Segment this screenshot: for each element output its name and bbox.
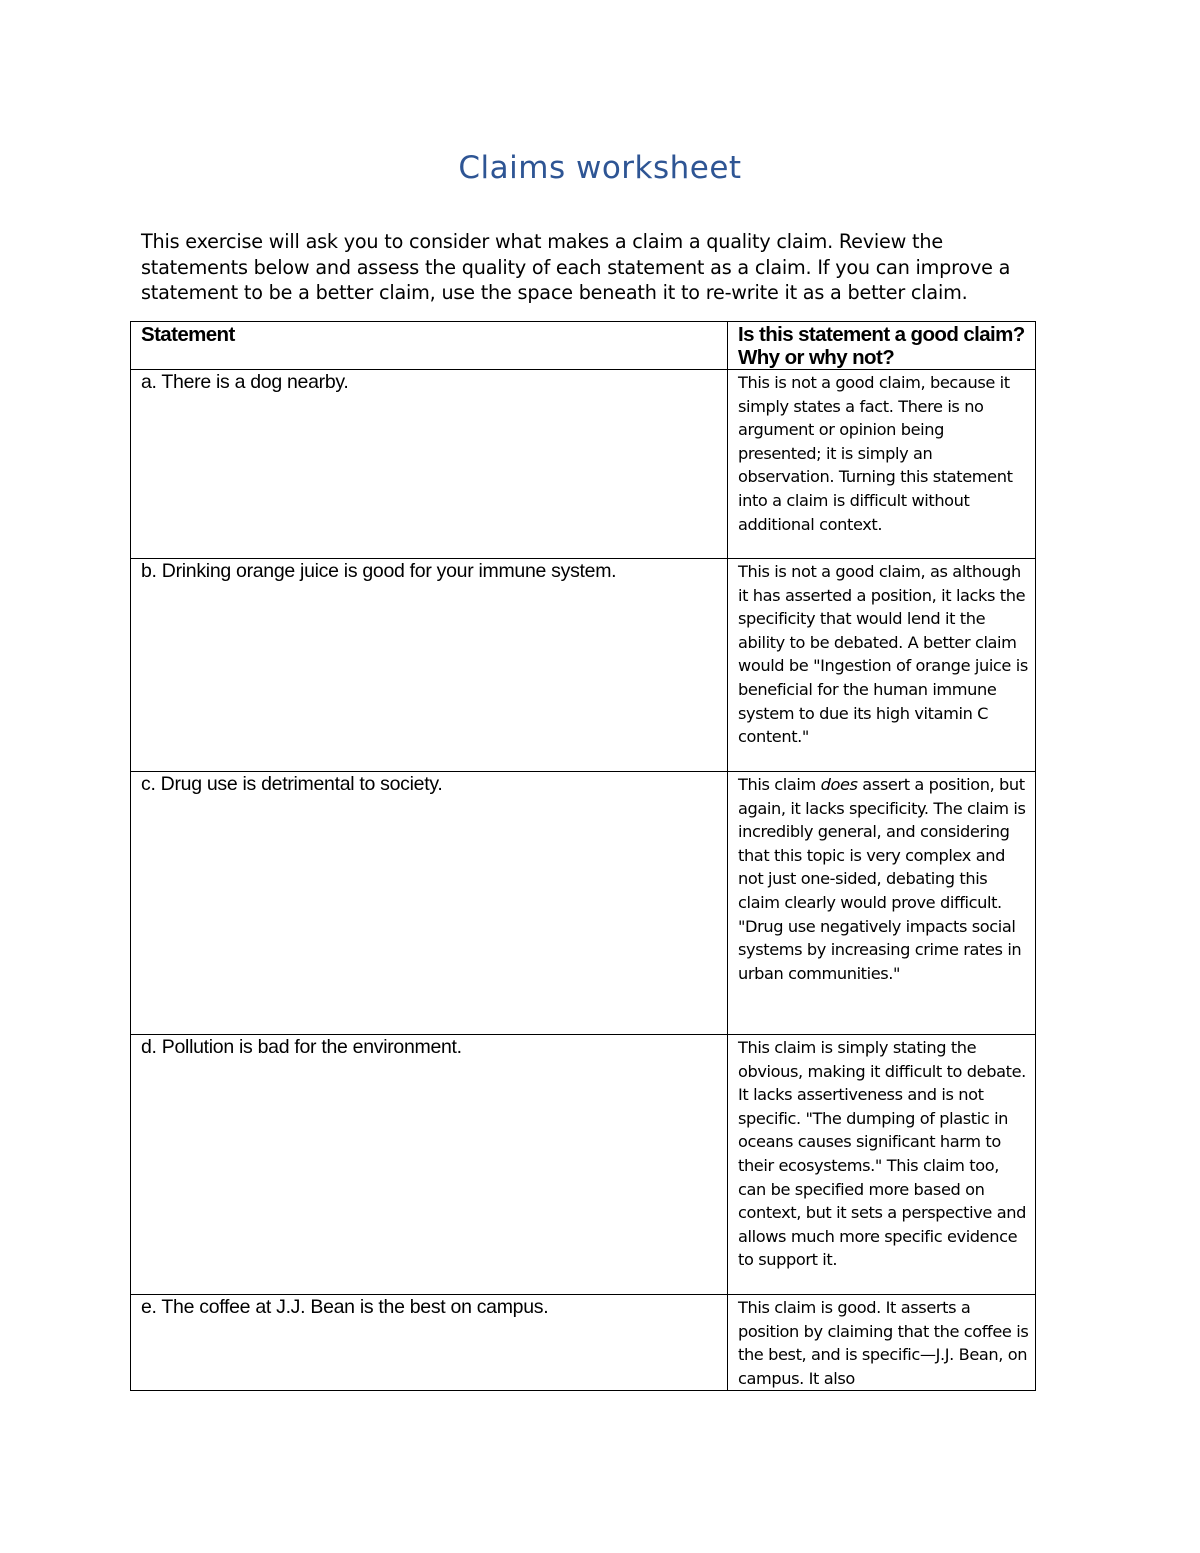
table-header-row (131, 322, 1036, 370)
statement-cell[interactable]: b. Drinking orange juice is good for your immune system. (131, 559, 728, 772)
assessment-cell[interactable]: This claim is simply stating the obvious, making it difficult to debate. It lacks assertiveness and is not specific. "The dumping of plastic in oceans causes significant harm to their ecosystems." This claim too, can be specified more based on context, but it sets a perspective and allows much more specific evidence to support it. (728, 1035, 1036, 1295)
statement-cell[interactable]: c. Drug use is detrimental to society. (131, 772, 728, 1035)
assessment-emphasis: does (820, 775, 858, 794)
header-statement: Statement (131, 322, 728, 370)
assessment-cell[interactable]: This is not a good claim, as although it has asserted a position, it lacks the specificity that would lend it the ability to be debated. A better claim would be "Ingestion of orange juice is beneficial for the human immune system to due its high vitamin C content." (728, 559, 1036, 772)
table-row (131, 559, 1036, 772)
table-row (131, 370, 1036, 559)
table-row (131, 1035, 1036, 1295)
statement-cell[interactable]: a. There is a dog nearby. (131, 370, 728, 559)
statement-cell[interactable]: d. Pollution is bad for the environment. (131, 1035, 728, 1295)
page-title: Claims worksheet (458, 150, 742, 186)
assessment-cell[interactable]: This claim is good. It asserts a position by claiming that the coffee is the best, and is specific—J.J. Bean, on campus. It also (728, 1295, 1036, 1391)
table-row (131, 772, 1036, 1035)
assessment-text-post: assert a position, but again, it lacks specificity. The claim is incredibly general, and considering that this topic is very complex and not just one-sided, debating this claim clearly would prove difficult. "Drug use negatively impacts social systems by increasing crime rates in urban communities." (738, 775, 1026, 983)
assessment-cell[interactable] (728, 772, 1036, 1035)
statement-cell[interactable]: e. The coffee at J.J. Bean is the best on campus. (131, 1295, 728, 1391)
intro-paragraph: This exercise will ask you to consider what makes a claim a quality claim. Review the statements below and assess the quality of each statement as a claim. If you can improve a statement to be a better claim, use the space beneath it to re-write it as a better claim. (141, 230, 1011, 304)
claims-table (130, 321, 1036, 1391)
assessment-cell[interactable]: This is not a good claim, because it simply states a fact. There is no argument or opinion being presented; it is simply an observation. Turning this statement into a claim is difficult without additional context. (728, 370, 1036, 559)
table-row (131, 1295, 1036, 1391)
assessment-text-pre: This claim (738, 775, 821, 794)
header-assessment: Is this statement a good claim? Why or why not? (728, 322, 1036, 370)
